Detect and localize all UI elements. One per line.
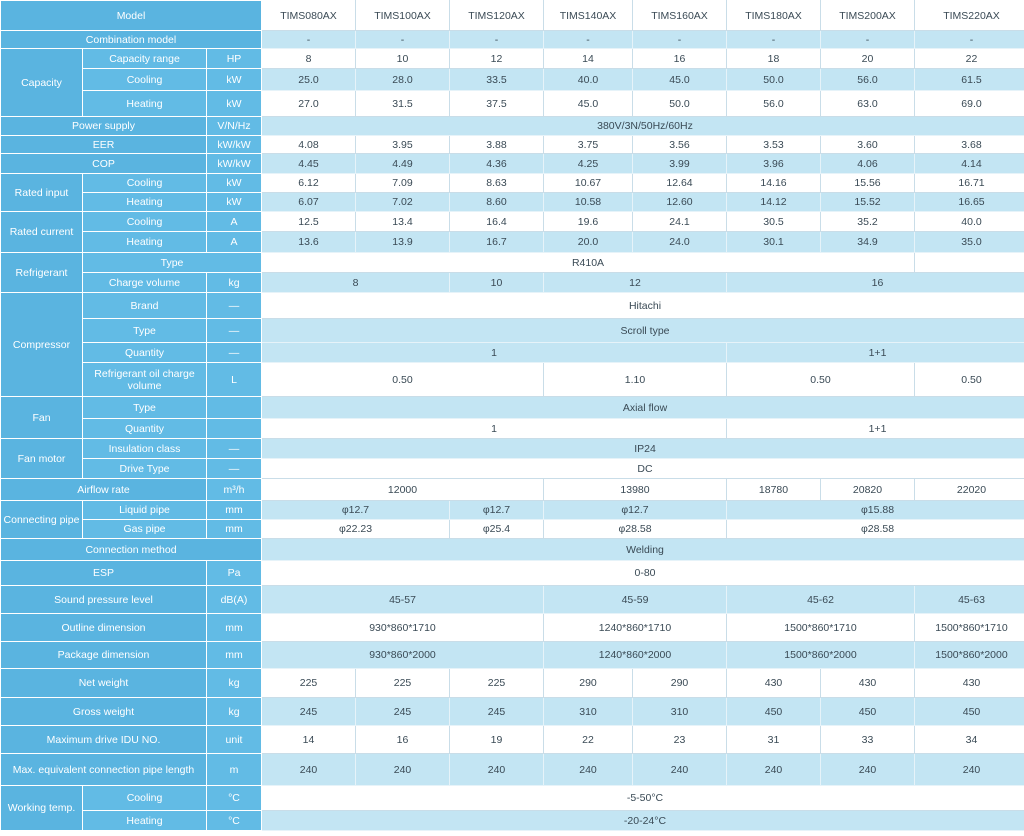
cell: 310	[544, 698, 633, 726]
model-name: TIMS080AX	[262, 1, 356, 31]
cell: 16	[356, 726, 450, 754]
compressor-quantity-row	[1, 343, 1024, 363]
cell: 12.64	[633, 174, 727, 193]
row-label: Type	[83, 397, 207, 419]
cell: 1	[262, 343, 727, 363]
cell: 245	[262, 698, 356, 726]
cell: 4.49	[356, 154, 450, 174]
cell: 63.0	[821, 91, 915, 117]
fan-quantity-row	[1, 419, 1024, 439]
cell: 240	[262, 754, 356, 786]
row-label: Heating	[83, 91, 207, 117]
cell: 25.0	[262, 69, 356, 91]
cell: φ12.7	[450, 501, 544, 520]
rated-current-cooling-row	[1, 212, 1024, 232]
max-pipe-row	[1, 754, 1024, 786]
cell: 13.9	[356, 232, 450, 253]
cell: 10.58	[544, 193, 633, 212]
working-temp-heating-row	[1, 811, 1024, 831]
cell: 31	[727, 726, 821, 754]
cell: 1500*860*2000	[727, 642, 915, 669]
model-name: TIMS120AX	[450, 1, 544, 31]
cell: -5-50°C	[262, 786, 1024, 811]
row-label: Package dimension	[1, 642, 207, 669]
unit-label: HP	[207, 49, 262, 69]
cell: 3.53	[727, 136, 821, 154]
max-idu-row	[1, 726, 1024, 754]
row-label: Refrigerant oil charge volume	[83, 363, 207, 397]
cell: φ12.7	[544, 501, 727, 520]
model-header-row	[1, 1, 1024, 31]
unit-label: —	[207, 343, 262, 363]
gross-weight-row	[1, 698, 1024, 726]
cell: φ15.88	[727, 501, 1024, 520]
refrigerant-group-label: Refrigerant	[1, 253, 83, 293]
unit-label: kg	[207, 669, 262, 698]
unit-label: L	[207, 363, 262, 397]
cell: 240	[633, 754, 727, 786]
cell: 14.12	[727, 193, 821, 212]
unit-label: unit	[207, 726, 262, 754]
row-label: Brand	[83, 293, 207, 319]
row-label: Sound pressure level	[1, 586, 207, 614]
row-label: Quantity	[83, 343, 207, 363]
row-label: Drive Type	[83, 459, 207, 479]
cell: 430	[821, 669, 915, 698]
cell: 430	[915, 669, 1024, 698]
cell: 3.60	[821, 136, 915, 154]
model-name: TIMS180AX	[727, 1, 821, 31]
unit-label: kW/kW	[207, 136, 262, 154]
cell: 33	[821, 726, 915, 754]
fan-group-label: Fan	[1, 397, 83, 439]
cell: 16	[633, 49, 727, 69]
cell: 3.68	[915, 136, 1024, 154]
cell: 450	[727, 698, 821, 726]
cell: 8	[262, 273, 450, 293]
cell: Hitachi	[262, 293, 1024, 319]
row-label: Power supply	[1, 117, 207, 136]
row-label: Cooling	[83, 69, 207, 91]
cell: 35.0	[915, 232, 1024, 253]
cell: 35.2	[821, 212, 915, 232]
cell: 20.0	[544, 232, 633, 253]
cell: 1500*860*1710	[915, 614, 1024, 642]
cell: -20-24°C	[262, 811, 1024, 831]
fan-motor-insulation-row	[1, 439, 1024, 459]
cell: 0.50	[915, 363, 1024, 397]
cell: 1.10	[544, 363, 727, 397]
cell: 13980	[544, 479, 727, 501]
cell: 27.0	[262, 91, 356, 117]
cell: 3.75	[544, 136, 633, 154]
cell: 1+1	[727, 419, 1024, 439]
cell: 290	[544, 669, 633, 698]
cell: 13.4	[356, 212, 450, 232]
model-name: TIMS140AX	[544, 1, 633, 31]
rated-current-group-label: Rated current	[1, 212, 83, 253]
cell: 20820	[821, 479, 915, 501]
row-label: Heating	[83, 232, 207, 253]
pipe-gas-row	[1, 520, 1024, 539]
capacity-group-label: Capacity	[1, 49, 83, 117]
cell: 16.71	[915, 174, 1024, 193]
row-label: Capacity range	[83, 49, 207, 69]
cell: -	[821, 31, 915, 49]
cell: 3.99	[633, 154, 727, 174]
row-label: Cooling	[83, 786, 207, 811]
row-label: Airflow rate	[1, 479, 207, 501]
cell: φ22.23	[262, 520, 450, 539]
fan-type-row	[1, 397, 1024, 419]
unit-label: —	[207, 459, 262, 479]
pipe-method-row	[1, 539, 1024, 561]
unit-label: °C	[207, 811, 262, 831]
cell: 3.95	[356, 136, 450, 154]
cell: 6.12	[262, 174, 356, 193]
unit-label	[207, 419, 262, 439]
compressor-group-label: Compressor	[1, 293, 83, 397]
unit-label: mm	[207, 501, 262, 520]
cell: 0.50	[262, 363, 544, 397]
power-row	[1, 117, 1024, 136]
model-name: TIMS100AX	[356, 1, 450, 31]
row-label: Charge volume	[83, 273, 207, 293]
cell: 380V/3N/50Hz/60Hz	[262, 117, 1024, 136]
rated-current-heating-row	[1, 232, 1024, 253]
unit-label: —	[207, 439, 262, 459]
cell: Axial flow	[262, 397, 1024, 419]
cell: 56.0	[821, 69, 915, 91]
capacity-cooling-row	[1, 69, 1024, 91]
cell: 7.09	[356, 174, 450, 193]
cell: 22020	[915, 479, 1024, 501]
unit-label: V/N/Hz	[207, 117, 262, 136]
cell: 19	[450, 726, 544, 754]
cell: Welding	[262, 539, 1024, 561]
row-label: Connection method	[1, 539, 262, 561]
cell: φ28.58	[727, 520, 1024, 539]
cell: 1	[262, 419, 727, 439]
cell: 22	[544, 726, 633, 754]
cell: 1240*860*2000	[544, 642, 727, 669]
rated-input-cooling-row	[1, 174, 1024, 193]
row-label: Gas pipe	[83, 520, 207, 539]
pipe-liquid-row	[1, 501, 1024, 520]
cell: 3.56	[633, 136, 727, 154]
eer-row	[1, 136, 1024, 154]
cell: -	[544, 31, 633, 49]
cell: 12.5	[262, 212, 356, 232]
cell: 1240*860*1710	[544, 614, 727, 642]
cell: 20	[821, 49, 915, 69]
cell: 15.52	[821, 193, 915, 212]
cell: φ12.7	[262, 501, 450, 520]
model-name: TIMS160AX	[633, 1, 727, 31]
cell: 56.0	[727, 91, 821, 117]
cell: 45-62	[727, 586, 915, 614]
combination-label: Combination model	[1, 31, 262, 49]
row-label: Liquid pipe	[83, 501, 207, 520]
row-label: Cooling	[83, 212, 207, 232]
cell: 30.5	[727, 212, 821, 232]
cell: 33.5	[450, 69, 544, 91]
cell: 45.0	[544, 91, 633, 117]
row-label: ESP	[1, 561, 207, 586]
cell: 30.1	[727, 232, 821, 253]
cell: 14.16	[727, 174, 821, 193]
cell: 16.4	[450, 212, 544, 232]
fan-motor-drive-row	[1, 459, 1024, 479]
unit-label: °C	[207, 786, 262, 811]
sound-row	[1, 586, 1024, 614]
capacity-range-row	[1, 49, 1024, 69]
compressor-brand-row	[1, 293, 1024, 319]
row-label: Type	[83, 319, 207, 343]
row-label: Insulation class	[83, 439, 207, 459]
cell: -	[727, 31, 821, 49]
row-label: Heating	[83, 811, 207, 831]
cell: 16.7	[450, 232, 544, 253]
cell: 240	[544, 754, 633, 786]
unit-label: kg	[207, 698, 262, 726]
cell: 4.25	[544, 154, 633, 174]
cell: 14	[544, 49, 633, 69]
cell: 40.0	[544, 69, 633, 91]
unit-label: kW	[207, 193, 262, 212]
cell: 16	[727, 273, 1024, 293]
row-label: Max. equivalent connection pipe length	[1, 754, 207, 786]
cell: 10	[356, 49, 450, 69]
cell: 240	[727, 754, 821, 786]
rated-input-group-label: Rated input	[1, 174, 83, 212]
model-name: TIMS220AX	[915, 1, 1024, 31]
cell: IP24	[262, 439, 1024, 459]
cell: 14	[262, 726, 356, 754]
cell: 290	[633, 669, 727, 698]
cell: 930*860*1710	[262, 614, 544, 642]
unit-label: dB(A)	[207, 586, 262, 614]
cell: 7.02	[356, 193, 450, 212]
net-weight-row	[1, 669, 1024, 698]
cell: φ28.58	[544, 520, 727, 539]
cell: Scroll type	[262, 319, 1024, 343]
row-label: Outline dimension	[1, 614, 207, 642]
working-temp-group-label: Working temp.	[1, 786, 83, 831]
cell: 34	[915, 726, 1024, 754]
cell: 240	[356, 754, 450, 786]
row-label: Maximum drive IDU NO.	[1, 726, 207, 754]
rated-input-heating-row	[1, 193, 1024, 212]
cell: 225	[450, 669, 544, 698]
cell: 430	[727, 669, 821, 698]
unit-label: mm	[207, 614, 262, 642]
cell: 12.60	[633, 193, 727, 212]
cell: 4.08	[262, 136, 356, 154]
cell: 10.67	[544, 174, 633, 193]
unit-label: kW	[207, 91, 262, 117]
cell: 24.1	[633, 212, 727, 232]
cell: -	[915, 31, 1024, 49]
refrigerant-charge-row	[1, 273, 1024, 293]
cell: 1500*860*1710	[727, 614, 915, 642]
cell: 40.0	[915, 212, 1024, 232]
pipe-group-label: Connecting pipe	[1, 501, 83, 539]
combination-row	[1, 31, 1024, 49]
cell: 45-59	[544, 586, 727, 614]
cell: 50.0	[633, 91, 727, 117]
package-row	[1, 642, 1024, 669]
cell: -	[450, 31, 544, 49]
cell: 8.63	[450, 174, 544, 193]
esp-row	[1, 561, 1024, 586]
unit-label: mm	[207, 642, 262, 669]
cell: 4.36	[450, 154, 544, 174]
unit-label: A	[207, 232, 262, 253]
unit-label: m³/h	[207, 479, 262, 501]
cell: 3.96	[727, 154, 821, 174]
airflow-row	[1, 479, 1024, 501]
cell: 12000	[262, 479, 544, 501]
cell: 8.60	[450, 193, 544, 212]
row-label: Cooling	[83, 174, 207, 193]
cell: 8	[262, 49, 356, 69]
model-name: TIMS200AX	[821, 1, 915, 31]
cell: 4.14	[915, 154, 1024, 174]
cell: 28.0	[356, 69, 450, 91]
cell: 31.5	[356, 91, 450, 117]
row-label: EER	[1, 136, 207, 154]
cell: 4.06	[821, 154, 915, 174]
cell: 45.0	[633, 69, 727, 91]
cell: 45-63	[915, 586, 1024, 614]
cell: 240	[915, 754, 1024, 786]
cell: 13.6	[262, 232, 356, 253]
cell: -	[633, 31, 727, 49]
unit-label	[207, 397, 262, 419]
cell: 34.9	[821, 232, 915, 253]
cell: 930*860*2000	[262, 642, 544, 669]
cell: 0-80	[262, 561, 1024, 586]
cell: 1500*860*2000	[915, 642, 1024, 669]
cell: DC	[262, 459, 1024, 479]
cell: 1+1	[727, 343, 1024, 363]
cell: -	[356, 31, 450, 49]
cell	[915, 253, 1024, 273]
model-label: Model	[1, 1, 262, 31]
unit-label: kW	[207, 69, 262, 91]
cell: 240	[450, 754, 544, 786]
cell: φ25.4	[450, 520, 544, 539]
cop-row	[1, 154, 1024, 174]
cell: 12	[544, 273, 727, 293]
compressor-oil-row	[1, 363, 1024, 397]
cell: 37.5	[450, 91, 544, 117]
unit-label: kW	[207, 174, 262, 193]
compressor-type-row	[1, 319, 1024, 343]
fan-motor-group-label: Fan motor	[1, 439, 83, 479]
row-label: Type	[83, 253, 262, 273]
cell: 24.0	[633, 232, 727, 253]
row-label: COP	[1, 154, 207, 174]
cell: 22	[915, 49, 1024, 69]
row-label: Net weight	[1, 669, 207, 698]
unit-label: kW/kW	[207, 154, 262, 174]
unit-label: m	[207, 754, 262, 786]
cell: 450	[915, 698, 1024, 726]
cell: 225	[262, 669, 356, 698]
cell: 6.07	[262, 193, 356, 212]
cell: 450	[821, 698, 915, 726]
cell: 18780	[727, 479, 821, 501]
cell: 225	[356, 669, 450, 698]
cell: 18	[727, 49, 821, 69]
cell: 3.88	[450, 136, 544, 154]
cell: 23	[633, 726, 727, 754]
cell: 50.0	[727, 69, 821, 91]
unit-label: —	[207, 293, 262, 319]
cell: 16.65	[915, 193, 1024, 212]
refrigerant-type-row	[1, 253, 1024, 273]
cell: 61.5	[915, 69, 1024, 91]
cell: 240	[821, 754, 915, 786]
row-label: Quantity	[83, 419, 207, 439]
unit-label: Pa	[207, 561, 262, 586]
cell: 4.45	[262, 154, 356, 174]
capacity-heating-row	[1, 91, 1024, 117]
cell: 245	[356, 698, 450, 726]
row-label: Heating	[83, 193, 207, 212]
unit-label: kg	[207, 273, 262, 293]
cell: 10	[450, 273, 544, 293]
unit-label: A	[207, 212, 262, 232]
outline-row	[1, 614, 1024, 642]
unit-label: —	[207, 319, 262, 343]
working-temp-cooling-row	[1, 786, 1024, 811]
cell: -	[262, 31, 356, 49]
cell: R410A	[262, 253, 915, 273]
cell: 69.0	[915, 91, 1024, 117]
cell: 310	[633, 698, 727, 726]
cell: 45-57	[262, 586, 544, 614]
cell: 15.56	[821, 174, 915, 193]
cell: 19.6	[544, 212, 633, 232]
row-label: Gross weight	[1, 698, 207, 726]
unit-label: mm	[207, 520, 262, 539]
cell: 0.50	[727, 363, 915, 397]
cell: 12	[450, 49, 544, 69]
cell: 245	[450, 698, 544, 726]
